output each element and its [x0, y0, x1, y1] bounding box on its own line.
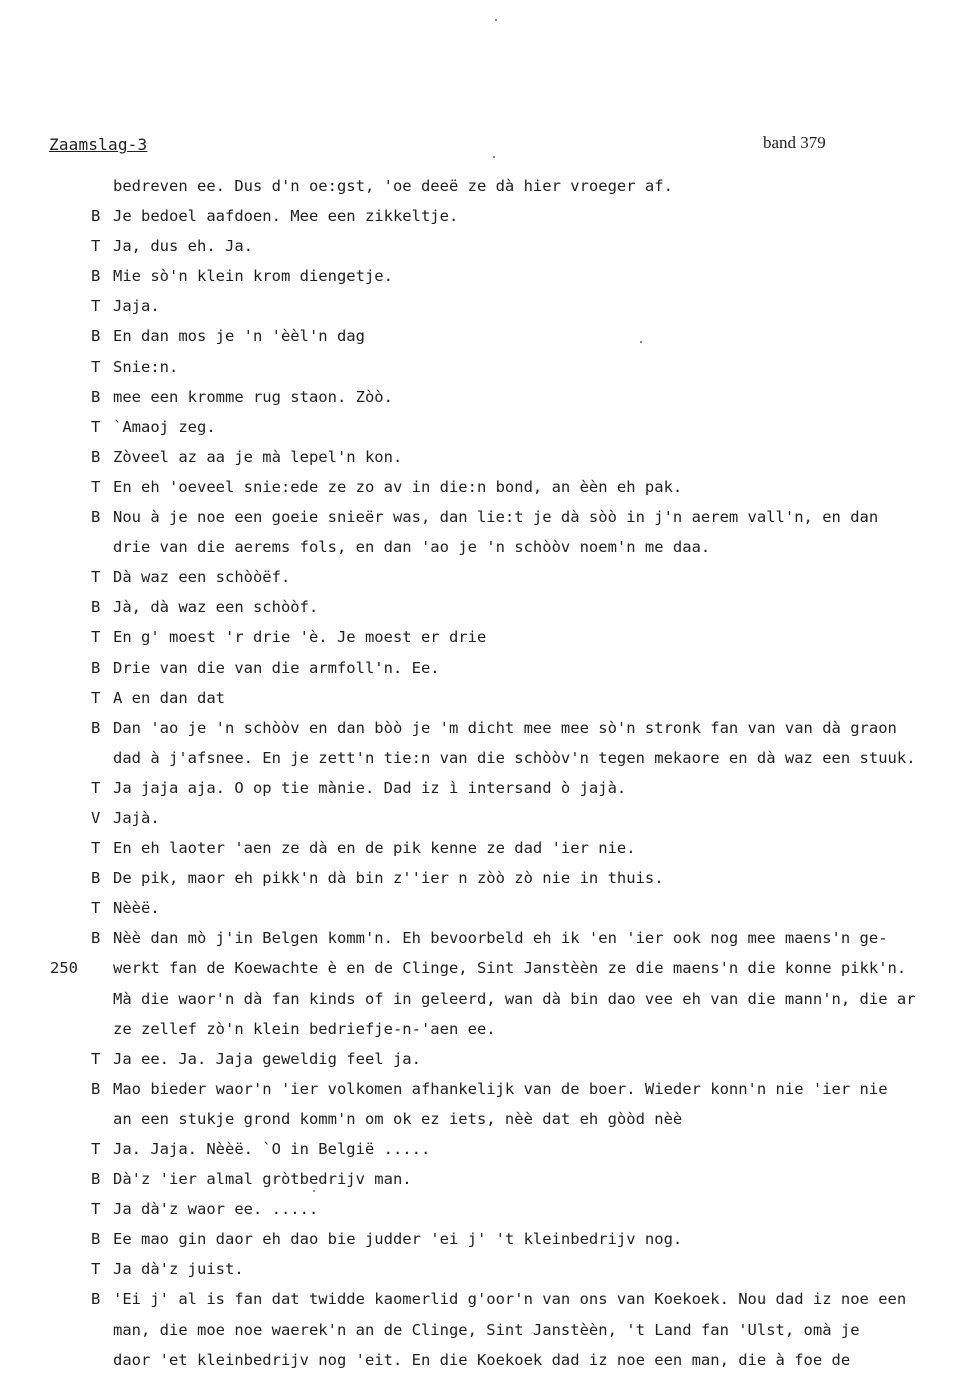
transcript-line — [0, 562, 973, 592]
utterance-text: Snie:n. — [113, 357, 179, 376]
speaker-label: B — [91, 508, 101, 527]
utterance-text: daor 'et kleinbedrijv nog 'eit. En die Koekoek dad iz noe een man, die à foe de — [113, 1350, 851, 1369]
transcript-line — [0, 893, 973, 923]
utterance-text: Ja, dus eh. Ja. — [113, 237, 253, 256]
speaker-label: B — [91, 869, 101, 888]
utterance-text: En dan mos je 'n 'èèl'n dag — [113, 327, 365, 346]
transcript-line — [0, 713, 973, 743]
utterance-text: Je bedoel aafdoen. Mee een zikkeltje. — [113, 207, 459, 226]
utterance-text: werkt fan de Koewachte è en de Clinge, Sint Janstèèn ze die maens'n die konne pikk'n. — [113, 959, 907, 978]
speaker-label: T — [91, 839, 101, 858]
transcript-line — [0, 382, 973, 412]
transcript-line — [0, 1074, 973, 1104]
transcript-line — [0, 291, 973, 321]
speaker-label: B — [91, 447, 101, 466]
utterance-text: bedreven ee. Dus d'n oe:gst, 'oe deeë ze dà hier vroeger af. — [113, 177, 673, 195]
utterance-text: dad à j'afsnee. En je zett'n tie:n van die schòòv'n tegen mekaore en dà waz een stuuk. — [113, 748, 916, 767]
utterance-text: Dan 'ao je 'n schòòv en dan bòò je 'm dicht mee mee sò'n stronk fan van van dà graon — [113, 718, 897, 737]
transcript-line — [0, 1224, 973, 1254]
speaker-label: B — [91, 327, 101, 346]
transcript-line — [0, 472, 973, 502]
utterance-text: En eh laoter 'aen ze dà en de pik kenne ze dad 'ier nie. — [113, 839, 636, 858]
utterance-text: man, die moe noe waerek'n an de Clinge, Sint Janstèèn, 't Land fan 'Ulst, omà je — [113, 1320, 860, 1339]
speaker-label: T — [91, 1200, 101, 1219]
utterance-text: Nèèë. — [113, 899, 160, 918]
transcript-line — [0, 412, 973, 442]
utterance-text: drie van die aerems fols, en dan 'ao je 'n schòòv noem'n me daa. — [113, 538, 711, 557]
scan-speck — [313, 1190, 315, 1192]
transcript-lines — [0, 171, 973, 1375]
tape-number: band 379 — [763, 133, 826, 152]
utterance-text: Mao bieder waor'n 'ier volkomen afhankelijk van de boer. Wieder konn'n nie 'ier nie — [113, 1079, 888, 1098]
scan-speck — [493, 156, 495, 158]
scan-speck — [640, 341, 642, 343]
speaker-label: T — [91, 1140, 101, 1158]
utterance-text: A en dan dat — [113, 688, 225, 707]
utterance-text: 'Ei j' al is fan dat twidde kaomerlid g'oor'n van ons van Koekoek. Nou dad iz noe een — [113, 1290, 907, 1309]
speaker-label: B — [91, 929, 101, 948]
transcript-line — [0, 1014, 973, 1044]
utterance-text: De pik, maor eh pikk'n dà bin z''ier n zòò zò nie in thuis. — [113, 869, 664, 888]
utterance-text: Dà'z 'ier almal gròtbedrijv man. — [113, 1170, 412, 1189]
utterance-text: Drie van die van die armfoll'n. Ee. — [113, 658, 440, 677]
speaker-label: B — [91, 1230, 101, 1249]
speaker-label: T — [91, 568, 101, 587]
utterance-text: Mà die waor'n dà fan kinds of in geleerd, wan dà bin dao vee eh van die mann'n, die ar — [113, 989, 916, 1008]
speaker-label: T — [91, 417, 101, 436]
speaker-label: T — [91, 688, 101, 707]
transcript-line — [0, 231, 973, 261]
speaker-label: B — [91, 267, 101, 286]
speaker-label: B — [91, 658, 101, 677]
transcript-line — [0, 1044, 973, 1074]
utterance-text: mee een kromme rug staon. Zòò. — [113, 387, 393, 406]
transcript-line — [0, 171, 973, 201]
transcript-line — [0, 592, 973, 622]
transcript-line — [0, 923, 973, 953]
speaker-label: B — [91, 1170, 101, 1189]
transcript-line — [0, 1104, 973, 1134]
speaker-label: T — [91, 628, 101, 647]
speaker-label: B — [91, 1079, 101, 1098]
utterance-text: Ja jaja aja. O op tie mànie. Dad iz ì intersand ò jajà. — [113, 778, 627, 797]
speaker-label: T — [91, 899, 101, 918]
utterance-text: Jajà. — [113, 808, 160, 827]
transcript-line — [0, 321, 973, 351]
speaker-label: V — [91, 808, 101, 827]
transcript-line — [0, 683, 973, 713]
speaker-label: B — [91, 598, 101, 617]
transcript-line — [0, 502, 973, 532]
utterance-text: Dà waz een schòòëf. — [113, 568, 291, 587]
transcript-line — [0, 1284, 973, 1314]
utterance-text: Nèè dan mò j'in Belgen komm'n. Eh bevoorbeld eh ik 'en 'ier ook nog mee maens'n ge- — [113, 929, 888, 948]
transcript-line — [0, 1134, 973, 1164]
transcript-line — [0, 532, 973, 562]
utterance-text: Ja. Jaja. Nèèë. `O in België ..... — [113, 1140, 431, 1158]
utterance-text: Zòveel az aa je mà lepel'n kon. — [113, 447, 403, 466]
scan-speck — [495, 19, 497, 21]
document-title: Zaamslag-3 — [49, 135, 148, 154]
speaker-label: T — [91, 357, 101, 376]
utterance-text: Ja dà'z waor ee. ..... — [113, 1200, 319, 1219]
transcript-line — [0, 743, 973, 773]
transcript-line — [0, 1315, 973, 1345]
speaker-label: T — [91, 297, 101, 316]
transcript-line — [0, 653, 973, 683]
speaker-label: B — [91, 718, 101, 737]
transcript-line — [0, 863, 973, 893]
transcript-line — [0, 1164, 973, 1194]
speaker-label: T — [91, 778, 101, 797]
transcript-line — [0, 1345, 973, 1375]
speaker-label: B — [91, 207, 101, 226]
transcript-line — [0, 984, 973, 1014]
transcript-line — [0, 352, 973, 382]
utterance-text: Ee mao gin daor eh dao bie judder 'ei j' 't kleinbedrijv nog. — [113, 1230, 683, 1249]
utterance-text: Mie sò'n klein krom diengetje. — [113, 267, 393, 286]
utterance-text: `Amaoj zeg. — [113, 417, 216, 436]
utterance-text: Ja ee. Ja. Jaja geweldig feel ja. — [113, 1049, 421, 1068]
utterance-text: Ja dà'z juist. — [113, 1260, 244, 1279]
speaker-label: T — [91, 237, 101, 256]
utterance-text: an een stukje grond komm'n om ok ez iets, nèè dat eh gòòd nèè — [113, 1109, 683, 1128]
utterance-text: Nou à je noe een goeie snieër was, dan lie:t je dà sòò in j'n aerem vall'n, en dan — [113, 508, 879, 527]
transcript-line — [0, 803, 973, 833]
utterance-text: En g' moest 'r drie 'è. Je moest er drie — [113, 628, 487, 647]
speaker-label: T — [91, 1049, 101, 1068]
transcript-line — [0, 201, 973, 231]
utterance-text: ze zellef zò'n klein bedriefje-n-'aen ee. — [113, 1019, 496, 1038]
transcript-line — [0, 442, 973, 472]
transcript-line — [0, 953, 973, 983]
utterance-text: Jaja. — [113, 297, 160, 316]
transcript-line — [0, 833, 973, 863]
utterance-text: En eh 'oeveel snie:ede ze zo av in die:n bond, an èèn eh pak. — [113, 477, 683, 496]
transcript-line — [0, 1254, 973, 1284]
speaker-label: T — [91, 1260, 101, 1279]
speaker-label: B — [91, 1290, 101, 1309]
transcript-line — [0, 773, 973, 803]
speaker-label: T — [91, 477, 101, 496]
transcript-line — [0, 261, 973, 291]
utterance-text: Jà, dà waz een schòòf. — [113, 598, 319, 617]
line-number: 250 — [50, 959, 78, 978]
transcript-line — [0, 1194, 973, 1224]
transcript-line — [0, 622, 973, 652]
speaker-label: B — [91, 387, 101, 406]
